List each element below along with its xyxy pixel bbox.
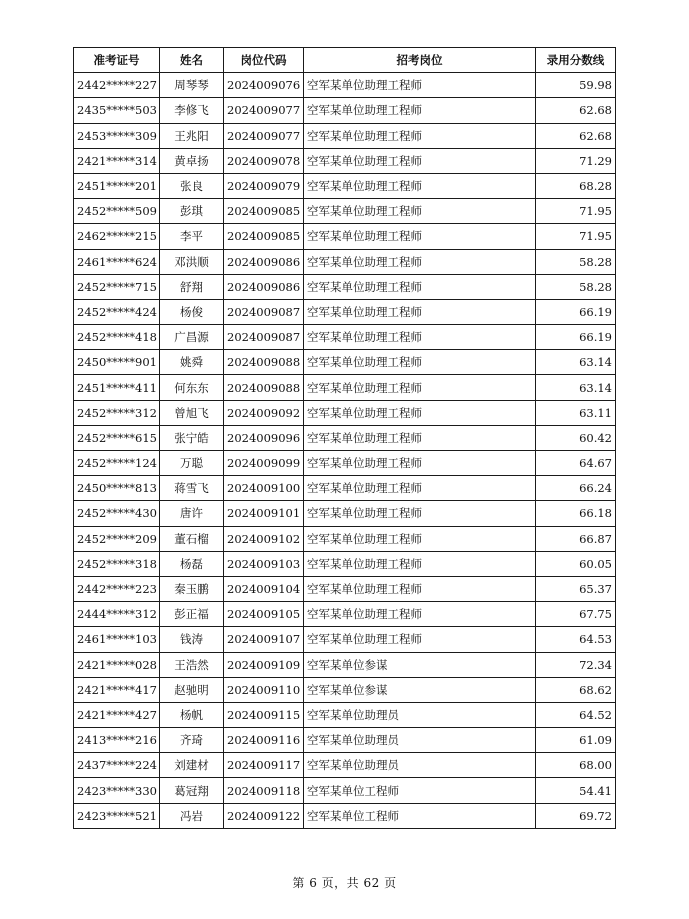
table-row (74, 451, 616, 476)
cell-name: 张宁皓 (160, 425, 224, 450)
table-row (74, 576, 616, 601)
cell-position-code: 2024009100 (224, 476, 304, 501)
table-row (74, 627, 616, 652)
cell-position: 空军某单位助理工程师 (304, 173, 536, 198)
cell-name: 彭正福 (160, 602, 224, 627)
table-row (74, 249, 616, 274)
cell-score: 63.14 (536, 375, 616, 400)
cell-name: 董石榴 (160, 526, 224, 551)
cell-position: 空军某单位助理工程师 (304, 627, 536, 652)
cell-position: 空军某单位助理工程师 (304, 375, 536, 400)
table-row (74, 173, 616, 198)
cell-position: 空军某单位助理工程师 (304, 98, 536, 123)
table-row (74, 702, 616, 727)
cell-exam-id: 2452*****715 (74, 274, 160, 299)
cell-name: 刘建材 (160, 753, 224, 778)
cell-score: 60.42 (536, 425, 616, 450)
cell-exam-id: 2462*****215 (74, 224, 160, 249)
cell-position-code: 2024009085 (224, 199, 304, 224)
cell-name: 齐琦 (160, 728, 224, 753)
cell-name: 冯岩 (160, 803, 224, 828)
cell-exam-id: 2413*****216 (74, 728, 160, 753)
cell-exam-id: 2452*****424 (74, 299, 160, 324)
table-row (74, 123, 616, 148)
cell-exam-id: 2452*****430 (74, 501, 160, 526)
cell-position: 空军某单位助理员 (304, 728, 536, 753)
table-row (74, 526, 616, 551)
cell-score: 65.37 (536, 576, 616, 601)
cell-position: 空军某单位助理员 (304, 753, 536, 778)
cell-exam-id: 2452*****312 (74, 400, 160, 425)
cell-position: 空军某单位工程师 (304, 803, 536, 828)
cell-position-code: 2024009087 (224, 325, 304, 350)
cell-name: 杨磊 (160, 551, 224, 576)
cell-position: 空军某单位助理工程师 (304, 274, 536, 299)
table-body (74, 73, 616, 829)
cell-position-code: 2024009085 (224, 224, 304, 249)
cell-score: 66.87 (536, 526, 616, 551)
table-row (74, 677, 616, 702)
cell-position-code: 2024009077 (224, 123, 304, 148)
cell-name: 曾旭飞 (160, 400, 224, 425)
cell-position-code: 2024009118 (224, 778, 304, 803)
cell-position-code: 2024009101 (224, 501, 304, 526)
cell-score: 58.28 (536, 274, 616, 299)
cell-name: 蒋雪飞 (160, 476, 224, 501)
cell-name: 杨帆 (160, 702, 224, 727)
cell-score: 71.95 (536, 199, 616, 224)
cell-position-code: 2024009107 (224, 627, 304, 652)
cell-score: 71.95 (536, 224, 616, 249)
cell-score: 66.19 (536, 299, 616, 324)
cell-exam-id: 2452*****209 (74, 526, 160, 551)
cell-score: 69.72 (536, 803, 616, 828)
cell-position-code: 2024009117 (224, 753, 304, 778)
cell-position-code: 2024009079 (224, 173, 304, 198)
cell-name: 杨俊 (160, 299, 224, 324)
cell-name: 张良 (160, 173, 224, 198)
cell-exam-id: 2421*****427 (74, 702, 160, 727)
cell-exam-id: 2435*****503 (74, 98, 160, 123)
cell-score: 64.67 (536, 451, 616, 476)
cell-exam-id: 2421*****028 (74, 652, 160, 677)
cell-position-code: 2024009086 (224, 274, 304, 299)
cell-exam-id: 2450*****901 (74, 350, 160, 375)
cell-position-code: 2024009115 (224, 702, 304, 727)
cell-position-code: 2024009099 (224, 451, 304, 476)
cell-score: 59.98 (536, 73, 616, 98)
cell-score: 72.34 (536, 652, 616, 677)
cell-name: 黄卓扬 (160, 148, 224, 173)
cell-position-code: 2024009077 (224, 98, 304, 123)
cell-exam-id: 2452*****124 (74, 451, 160, 476)
cell-position-code: 2024009122 (224, 803, 304, 828)
cell-position-code: 2024009116 (224, 728, 304, 753)
cell-position-code: 2024009088 (224, 350, 304, 375)
cell-position: 空军某单位助理工程师 (304, 400, 536, 425)
cell-position: 空军某单位工程师 (304, 778, 536, 803)
table-row (74, 652, 616, 677)
cell-position-code: 2024009096 (224, 425, 304, 450)
cell-score: 66.18 (536, 501, 616, 526)
cell-name: 周琴琴 (160, 73, 224, 98)
cell-name: 舒翔 (160, 274, 224, 299)
table-row (74, 224, 616, 249)
cell-name: 邓洪顺 (160, 249, 224, 274)
cell-exam-id: 2450*****813 (74, 476, 160, 501)
cell-exam-id: 2444*****312 (74, 602, 160, 627)
cell-position-code: 2024009078 (224, 148, 304, 173)
cell-position: 空军某单位助理工程师 (304, 299, 536, 324)
cell-position: 空军某单位参谋 (304, 652, 536, 677)
header-score: 录用分数线 (536, 48, 616, 73)
header-position: 招考岗位 (304, 48, 536, 73)
cell-exam-id: 2442*****227 (74, 73, 160, 98)
cell-exam-id: 2461*****624 (74, 249, 160, 274)
cell-position-code: 2024009092 (224, 400, 304, 425)
cell-position-code: 2024009086 (224, 249, 304, 274)
cell-exam-id: 2423*****521 (74, 803, 160, 828)
cell-name: 葛冠翔 (160, 778, 224, 803)
cell-exam-id: 2461*****103 (74, 627, 160, 652)
cell-position: 空军某单位助理工程师 (304, 501, 536, 526)
cell-position-code: 2024009110 (224, 677, 304, 702)
cell-position: 空军某单位助理工程师 (304, 73, 536, 98)
table-row (74, 299, 616, 324)
cell-name: 王兆阳 (160, 123, 224, 148)
table-row (74, 501, 616, 526)
cell-position: 空军某单位助理工程师 (304, 425, 536, 450)
cell-position: 空军某单位助理工程师 (304, 526, 536, 551)
table-row (74, 753, 616, 778)
cell-exam-id: 2423*****330 (74, 778, 160, 803)
table-row (74, 778, 616, 803)
table-row (74, 274, 616, 299)
cell-exam-id: 2421*****314 (74, 148, 160, 173)
cell-position-code: 2024009105 (224, 602, 304, 627)
cell-name: 钱涛 (160, 627, 224, 652)
cell-name: 彭琪 (160, 199, 224, 224)
cell-position: 空军某单位助理工程师 (304, 576, 536, 601)
cell-score: 63.14 (536, 350, 616, 375)
cell-exam-id: 2452*****615 (74, 425, 160, 450)
cell-position-code: 2024009088 (224, 375, 304, 400)
cell-score: 58.28 (536, 249, 616, 274)
cell-exam-id: 2453*****309 (74, 123, 160, 148)
table-row (74, 375, 616, 400)
table-row (74, 602, 616, 627)
cell-score: 62.68 (536, 98, 616, 123)
cell-score: 62.68 (536, 123, 616, 148)
table-header-row (74, 48, 616, 73)
cell-position-code: 2024009087 (224, 299, 304, 324)
cell-position: 空军某单位参谋 (304, 677, 536, 702)
cell-position: 空军某单位助理工程师 (304, 602, 536, 627)
cell-name: 李平 (160, 224, 224, 249)
cell-score: 66.24 (536, 476, 616, 501)
cell-name: 唐许 (160, 501, 224, 526)
cell-name: 李修飞 (160, 98, 224, 123)
cell-position-code: 2024009104 (224, 576, 304, 601)
cell-name: 秦玉鹏 (160, 576, 224, 601)
cell-score: 64.53 (536, 627, 616, 652)
cell-exam-id: 2442*****223 (74, 576, 160, 601)
cell-position-code: 2024009076 (224, 73, 304, 98)
cell-position-code: 2024009103 (224, 551, 304, 576)
table-row (74, 551, 616, 576)
cell-exam-id: 2451*****411 (74, 375, 160, 400)
cell-position: 空军某单位助理工程师 (304, 199, 536, 224)
table-row (74, 98, 616, 123)
table-row (74, 73, 616, 98)
table-row (74, 425, 616, 450)
cell-score: 60.05 (536, 551, 616, 576)
table-row (74, 803, 616, 828)
cell-exam-id: 2452*****509 (74, 199, 160, 224)
cell-name: 姚舜 (160, 350, 224, 375)
results-table (73, 47, 616, 829)
cell-score: 68.28 (536, 173, 616, 198)
cell-name: 王浩然 (160, 652, 224, 677)
cell-score: 66.19 (536, 325, 616, 350)
cell-position: 空军某单位助理工程师 (304, 476, 536, 501)
cell-exam-id: 2437*****224 (74, 753, 160, 778)
table-row (74, 148, 616, 173)
table-row (74, 199, 616, 224)
table-row (74, 350, 616, 375)
cell-exam-id: 2452*****418 (74, 325, 160, 350)
header-position-code: 岗位代码 (224, 48, 304, 73)
cell-name: 万聪 (160, 451, 224, 476)
cell-position: 空军某单位助理工程师 (304, 224, 536, 249)
cell-name: 广昌源 (160, 325, 224, 350)
cell-position: 空军某单位助理工程师 (304, 451, 536, 476)
table-row (74, 325, 616, 350)
cell-score: 63.11 (536, 400, 616, 425)
cell-score: 67.75 (536, 602, 616, 627)
page-footer: 第 6 页，共 62 页 (292, 876, 397, 890)
cell-position: 空军某单位助理工程师 (304, 325, 536, 350)
cell-name: 赵驰明 (160, 677, 224, 702)
cell-score: 68.00 (536, 753, 616, 778)
cell-name: 何东东 (160, 375, 224, 400)
cell-position: 空军某单位助理工程师 (304, 148, 536, 173)
cell-score: 71.29 (536, 148, 616, 173)
cell-position-code: 2024009109 (224, 652, 304, 677)
cell-exam-id: 2421*****417 (74, 677, 160, 702)
cell-score: 68.62 (536, 677, 616, 702)
table-row (74, 728, 616, 753)
cell-score: 54.41 (536, 778, 616, 803)
cell-score: 61.09 (536, 728, 616, 753)
header-exam-id: 准考证号 (74, 48, 160, 73)
cell-position-code: 2024009102 (224, 526, 304, 551)
cell-position: 空军某单位助理员 (304, 702, 536, 727)
cell-score: 64.52 (536, 702, 616, 727)
cell-position: 空军某单位助理工程师 (304, 350, 536, 375)
cell-position: 空军某单位助理工程师 (304, 551, 536, 576)
cell-exam-id: 2451*****201 (74, 173, 160, 198)
cell-exam-id: 2452*****318 (74, 551, 160, 576)
header-name: 姓名 (160, 48, 224, 73)
table-row (74, 476, 616, 501)
cell-position: 空军某单位助理工程师 (304, 123, 536, 148)
table-row (74, 400, 616, 425)
cell-position: 空军某单位助理工程师 (304, 249, 536, 274)
